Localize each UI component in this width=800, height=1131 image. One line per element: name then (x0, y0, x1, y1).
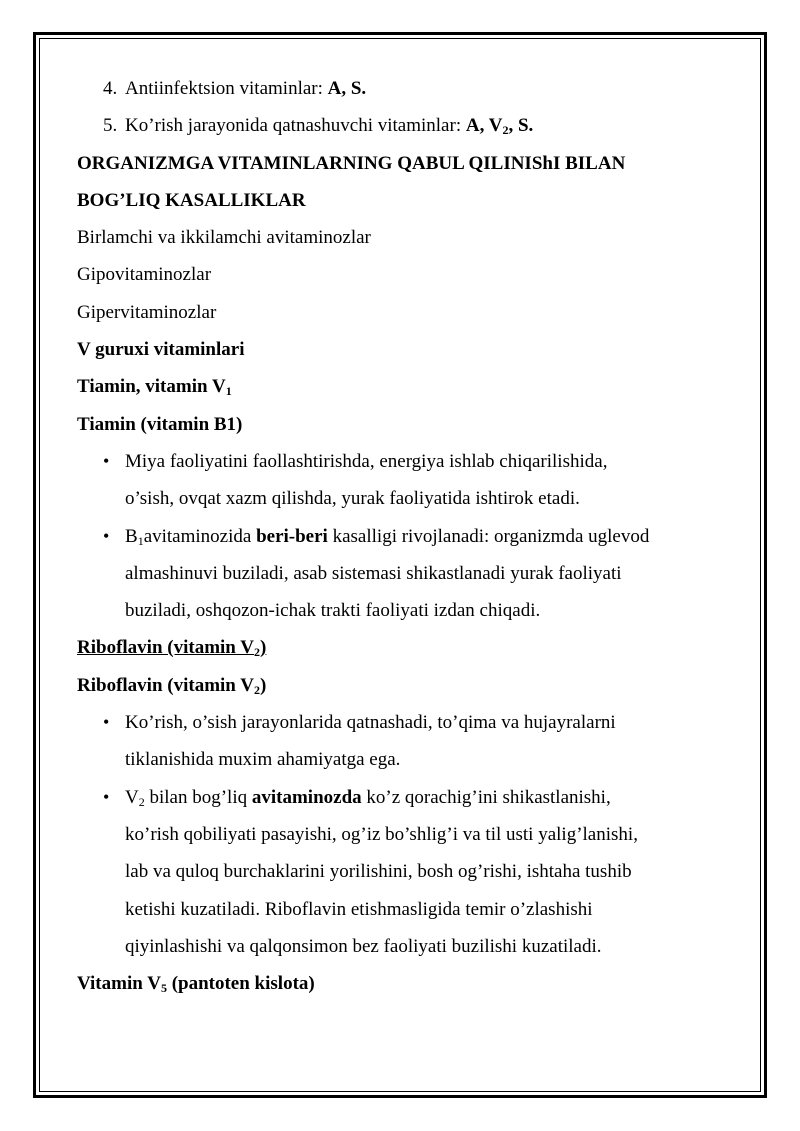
bullet-line: Miya faoliyatini faollashtirishda, energiya ishlab chiqarilishida, (125, 450, 608, 472)
text-part: V (125, 786, 139, 808)
bullet-line (125, 518, 737, 555)
bold-part: , S. (508, 115, 534, 137)
list-item-4 (77, 70, 737, 107)
bullet-icon: • (103, 450, 110, 471)
subscript: 2 (138, 794, 145, 809)
text-part: kasalligi rivojlanadi: organizmda uglevod (327, 525, 650, 547)
tiamin-bullet-1 (77, 443, 737, 518)
bold-term: beri-beri (256, 525, 328, 547)
document-body (77, 70, 737, 1002)
bullet-line: buziladi, oshqozon-ichak trakti faoliyati izdan chiqadi. (125, 600, 541, 622)
heading-main-line2: BOG’LIQ KASALLIKLAR (77, 189, 306, 211)
bullet-line: ketishi kuzatiladi. Riboflavin etishmasligida temir o’zlashishi (125, 898, 593, 920)
bullet-line: lab va quloq burchaklarini yorilishini, bosh og’rishi, ishtaha tushib (125, 861, 632, 883)
section-heading-v-group: V guruxi vitaminlari (77, 339, 245, 361)
text-part: ko’z qorachig’ini shikastlanishi, (361, 786, 611, 808)
tiamin-heading (77, 368, 737, 405)
riboflavin-bullet-1 (77, 704, 737, 779)
heading-text: ) (260, 674, 267, 696)
heading-main-line1: ORGANIZMGA VITAMINLARNING QABUL QILINIShI BILAN (77, 152, 626, 174)
plain-line-gipovitaminoz: Gipovitaminozlar (77, 264, 212, 286)
plain-line-avitaminoz: Birlamchi va ikkilamchi avitaminozlar (77, 227, 371, 249)
text-part: bilan bog’liq (144, 786, 252, 808)
heading-text: Riboflavin (vitamin V (77, 674, 255, 696)
text-part: B (125, 525, 138, 547)
heading-text: (pantoten kislota) (166, 973, 315, 995)
bullet-icon: • (103, 712, 110, 733)
bullet-line: o’sish, ovqat xazm qilishda, yurak faoliyatida ishtirok etadi. (125, 488, 580, 510)
bullet-icon: • (103, 525, 110, 546)
heading-text: ) (260, 637, 267, 659)
riboflavin-heading-underlined (77, 629, 737, 666)
subscript: 1 (225, 384, 232, 399)
subscript: 1 (137, 533, 144, 548)
list-item-bold: A, S. (327, 78, 367, 99)
bold-part: A, V (465, 115, 503, 137)
bullet-icon: • (103, 786, 110, 807)
subscript: 2 (502, 123, 509, 138)
list-number: 5. (103, 115, 118, 137)
list-item-text: Antiinfektsion vitaminlar: (125, 78, 328, 99)
tiamin-b1-heading: Tiamin (vitamin B1) (77, 413, 243, 435)
bullet-line (125, 779, 737, 816)
subscript: 2 (254, 682, 261, 697)
riboflavin-heading (77, 667, 737, 704)
bold-term: avitaminozda (251, 786, 362, 808)
plain-line-gipervitaminoz: Gipervitaminozlar (77, 301, 217, 323)
tiamin-bullet-2 (77, 518, 737, 630)
bullet-line: Ko’rish, o’sish jarayonlarida qatnashadi, to’qima va hujayralarni (125, 712, 616, 734)
list-item-text: Ko’rish jarayonida qatnashuvchi vitaminlar: (125, 115, 466, 137)
heading-text: Vitamin V (77, 973, 161, 995)
list-number: 4. (103, 78, 118, 99)
vitamin-v5-heading (77, 965, 737, 1002)
bullet-line: qiyinlashishi va qalqonsimon bez faoliyati buzilishi kuzatiladi. (125, 935, 602, 957)
heading-text: Tiamin, vitamin V (77, 376, 226, 398)
riboflavin-bullet-2 (77, 779, 737, 965)
list-item-bold (466, 115, 533, 136)
list-item-5 (77, 107, 737, 144)
bullet-line: ko’rish qobiliyati pasayishi, og’iz bo’shlig’i va til usti yalig’lanishi, (125, 823, 638, 845)
bullet-line: tiklanishida muxim ahamiyatga ega. (125, 749, 401, 771)
subscript: 5 (160, 981, 167, 996)
bullet-line: almashinuvi buziladi, asab sistemasi shikastlanadi yurak faoliyati (125, 562, 622, 584)
subscript: 2 (254, 645, 261, 660)
heading-text: Riboflavin (vitamin V (77, 637, 255, 659)
text-part: avitaminozida (143, 525, 257, 547)
